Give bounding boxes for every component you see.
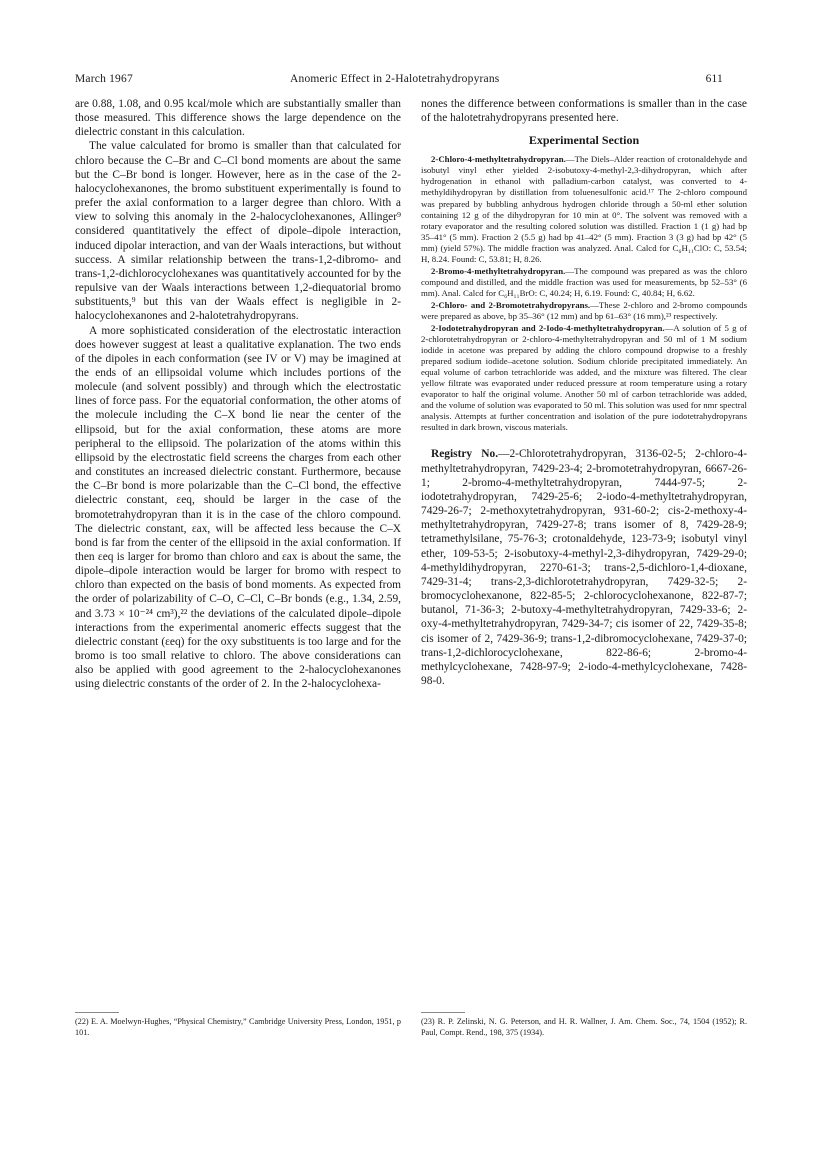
experimental-text: —A solution of 5 g of 2-chlorotetrahydropyran or 2-chloro-4-methyltetrahydropyran and 50 ml of 1 M sodium iodide in acetone was prepared by adding the chloro compound dropwise to a freshly prepared sodium iodide–acetone solution. Sodium chloride precipitated immediately. An equal volume of carbon tetrachloride was added, and the mixture was filtered. The clear yellow filtrate was evaporated under reduced pressure at room temperature using a rotary evaporator to half the original volume. Another 50 ml of carbon tetrachloride was added, and the volume of solution was evaporated to 50 ml. This solution was used for nmr spectral analysis. Attempts at further concentration and isolation of the pure iodotetrahydropyrans resulted in dark brown, viscous materials. <box>421 323 747 433</box>
registry-paragraph <box>421 447 747 688</box>
experimental-paragraph <box>421 300 747 322</box>
registry-text: —2-Chlorotetrahydropyran, 3136-02-5; 2-chloro-4-methyltetrahydropyran, 7429-23-4; 2-bromotetrahydropyran, 6667-26-1; 2-bromo-4-methyltetrahydropyran, 7444-97-5; 2-iodotetrahydropyran, 7429-25-6; 2-iodo-4-methyltetrahydropyran, 7429-26-7; 2-methoxytetrahydropyran, 931-60-2; cis-2-methoxy-4-methyltetrahydropyran, 7429-27-8; trans isomer of 8, 7429-28-9; tetramethylsilane, 75-76-3; crotonaldehyde, 123-73-9; isobutyl vinyl ether, 109-53-5; 2-isobutoxy-4-methyl-2,3-dihydropyran, 7429-29-0; 4-methyldihydropyran, 2270-61-3; trans-2,5-dichloro-1,4-dioxane, 7429-31-4; trans-2,3-dichlorotetrahydropyran, 7429-32-5; 2-bromocyclohexanone, 822-85-5; 2-chlorocyclohexanone, 822-87-7; butanol, 71-36-3; 2-butoxy-4-methyltetrahydropyran, 7429-33-6; 2-oxy-4-methyltetrahydropyran, 7429-34-7; cis isomer of 22, 7429-35-8; cis isomer of 2, 7429-36-9; trans-1,2-dibromocyclohexane, 7429-37-0; trans-1,2-dichlorocyclohexane, 822-86-6; 2-bromo-4-methylcyclohexane, 7428-97-9; 2-iodo-4-methylcyclohexane, 7428-98-0. <box>421 448 747 687</box>
header-date: March 1967 <box>75 73 133 85</box>
footnote-23: (23) R. P. Zelinski, N. G. Peterson, and H. R. Wallner, J. Am. Chem. Soc., 74, 1504 (1952); R. Paul, Compt. Rend., 198, 375 (1934). <box>421 1017 747 1037</box>
experimental-heading: 2-Bromo-4-methyltetrahydropyran. <box>431 265 566 276</box>
section-title: Experimental Section <box>528 133 640 148</box>
footnote-22: (22) E. A. Moelwyn-Hughes, “Physical Chemistry,” Cambridge University Press, London, 1951, p 101. <box>75 1017 401 1037</box>
experimental-paragraph <box>421 323 747 433</box>
footnote-rule <box>75 1012 119 1013</box>
footnote-left <box>75 1012 401 1038</box>
experimental-text: —The compound was prepared as was the chloro compound and distilled, and the middle fraction was used for measurements, bp 52–53° (6 mm). Anal. Calcd for C₆H₁₁BrO: C, 40.24; H, 6.19. Found: C, 40.84; H, 6.62. <box>421 265 747 298</box>
experimental-text: —These 2-chloro and 2-bromo compounds were prepared as above, bp 35–36° (12 mm) and bp 61–63° (16 mm),²³ respectively. <box>421 299 747 321</box>
experimental-text: —The Diels–Alder reaction of crotonaldehyde and isobutyl vinyl ether yielded 2-isobutoxy-4-methyl-2,3-dihydropyran, which after hydrogenation in ethanol with palladium-carbon catalyst, was converted to 4-methyldihydropyran by distillation from toluenesulfonic acid.¹⁷ The 2-chloro compound was prepared by bubbling anhydrous hydrogen chloride through a 50-ml ether solution containing 12 g of the dihydropyran for 10 min at 0°. The solvent was removed with a rotary evaporator and the resulting colored solution was distilled. Fraction 1 (1 g) had bp 35–41° (5 mm). Fraction 2 (5.5 g) had bp 41–42° (5 mm). Fraction 3 (3 g) had bp 42° (5 mm) (yield 57%). The middle fraction was analyzed. Anal. Calcd for C₆H₁₁ClO: C, 53.54; H, 8.24. Found: C, 53.81; H, 8.26. <box>421 154 747 264</box>
experimental-paragraph <box>421 266 747 299</box>
experimental-heading: 2-Iodotetrahydropyran and 2-Iodo-4-methyltetrahydropyran. <box>431 323 665 334</box>
left-paragraph-3: A more sophisticated consideration of the electrostatic interaction does however suggest at least a qualitative explanation. The two ends of the dipoles in each conformation (see IV or V) may be imagined at the ends of an ellipsoidal volume which includes portions of the molecule (and solvent possibly) and through which the electrostatic lines of force pass. For the equatorial conformation, the other atoms of the molecule including the C–X bond lie near the center of the ellipsoid, but for the axial conformation, these atoms are more peripheral to the ellipsoid. The polarization of the atoms within this ellipsoid by the electrostatic field screens the charges from each other and constitutes an increased dielectric constant. Furthermore, because the C–Br bond is more polarizable than the C–Cl bond, the effective dielectric constant, εeq, should be larger in the case of the bromotetrahydropyran than it is in the case of the chloro compound. The dielectric constant, εax, will be affected less because the C–X bond is far from the center of the ellipsoid in the axial conformation. If then εeq is larger for bromo than chloro and εax is about the same, the dipole–dipole interaction would be larger for bromo with respect to chloro than expected on the basis of bond moments. As expected from the order of polarizability of C–O, C–Cl, C–Br bonds (e.g., 1.34, 2.59, and 3.73 × 10⁻²⁴ cm³),²² the deviations of the calculated dipole–dipole interactions from the experimental anomeric effects suggest that the dielectric constant (εeq) for the oxy substituents is too large and for the bromo is too small relative to chloro. The above considerations can also be applied with good agreement to the 2-halocyclohexanones using dielectric constants of the order of 2. In the 2-halocyclohexa- <box>75 324 401 691</box>
footnote-right <box>421 1012 747 1038</box>
header-running-title: Anomeric Effect in 2-Halotetrahydropyrans <box>290 73 500 85</box>
left-column <box>75 97 401 692</box>
right-column <box>421 97 747 688</box>
right-paragraph-1: nones the difference between conformations is smaller than in the case of the halotetrahydropyrans presented here. <box>421 98 747 125</box>
header-page-number: 611 <box>705 73 723 85</box>
left-paragraph-2: The value calculated for bromo is smaller than that calculated for chloro because the C–Br and C–Cl bond moments are about the same but the C–Br bond is longer. However, here as in the case of the 2-halocyclohexanones, the bromo substituent experimentally is found to prefer the axial conformation to a larger degree than chloro. With a view to solving this anomaly in the 2-halocyclohexanones, Allinger⁹ considered quantitatively the effect of dipole–dipole interaction, induced dipolar interaction, and van der Waals interactions, but without success. A similar relationship between the trans-1,2-dibromo- and trans-1,2-dichlorocyclohexanes was quantitatively accounted for by the repulsive van der Waals interactions between 1,2-diequatorial bromo substituents,⁹ but this van der Waals effect is negligible in 2-halocyclohexanones and 2-halotetrahydropyrans. <box>75 140 401 323</box>
experimental-paragraph <box>421 154 747 264</box>
left-paragraph-1: are 0.88, 1.08, and 0.95 kcal/mole which are substantially smaller than those measured. This difference shows the large dependence on the dielectric constant in this calculation. <box>75 98 401 139</box>
experimental-heading: 2-Chloro- and 2-Bromotetrahydropyrans. <box>431 299 591 310</box>
experimental-heading: 2-Chloro-4-methyltetrahydropyran. <box>431 154 566 165</box>
registry-label: Registry No. <box>431 448 499 461</box>
footnote-rule <box>421 1012 465 1013</box>
